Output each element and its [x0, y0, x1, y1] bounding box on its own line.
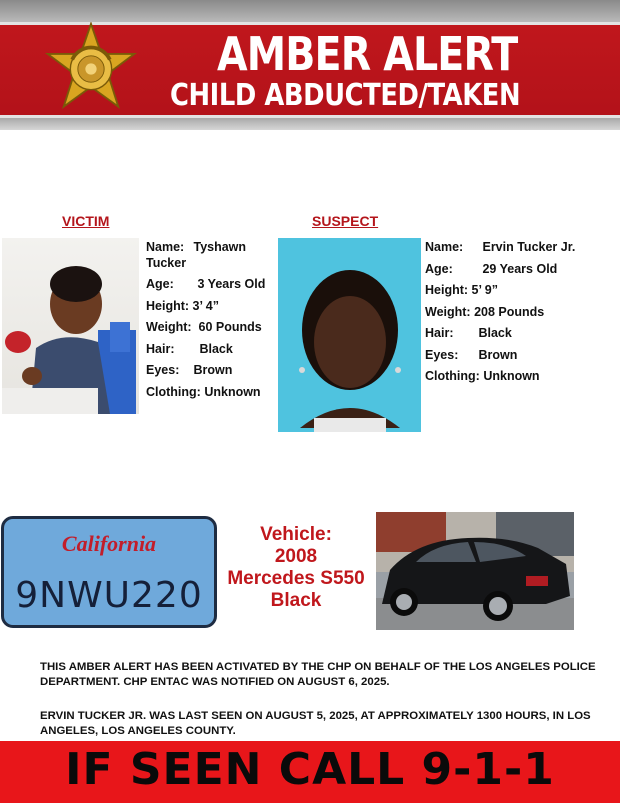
suspect-fact-row: [425, 302, 575, 324]
fact-value: Brown: [193, 363, 233, 377]
victim-photo: [2, 238, 139, 414]
vehicle-description: [218, 524, 374, 612]
victim-fact-row: [146, 296, 265, 318]
fact-value: 208 Pounds: [474, 304, 545, 319]
victim-section-label: VICTIM: [62, 213, 110, 229]
fact-label: Hair:: [146, 341, 175, 356]
fact-label: Hair:: [425, 326, 454, 340]
plate-number: 9NWU220: [15, 575, 203, 616]
fact-value: Brown: [478, 347, 518, 362]
victim-fact-row: [146, 360, 265, 382]
fact-value: Unknown: [483, 369, 540, 383]
fact-value: Unknown: [204, 384, 261, 399]
suspect-fact-row: [425, 237, 575, 259]
fact-value: Tucker: [146, 255, 187, 270]
activation-paragraph: THIS AMBER ALERT HAS BEEN ACTIVATED BY THE CHP ON BEHALF OF THE LOS ANGELES POLICE DEPARTMENT. CHP ENTAC WAS NOTIFIED ON AUGUST 6, 2025.: [40, 661, 596, 688]
suspect-facts: [425, 237, 575, 388]
fact-label: Weight:: [146, 320, 192, 334]
vehicle-color: Black: [270, 590, 322, 611]
call-911-text: IF SEEN CALL 9-1-1: [65, 744, 555, 795]
vehicle-model: Mercedes S550: [227, 568, 365, 589]
fact-value: 5’ 9”: [471, 283, 498, 297]
victim-fact-row: [146, 317, 265, 339]
fact-label: Name:: [146, 240, 185, 254]
suspect-fact-row: [425, 366, 575, 388]
fact-label: Eyes:: [146, 363, 180, 377]
page-subtitle: CHILD ABDUCTED/TAKEN: [170, 78, 521, 113]
fact-value: 3’ 4”: [192, 298, 219, 313]
victim-fact-row: [146, 339, 265, 361]
victim-facts: [146, 237, 265, 403]
suspect-section-label: SUSPECT: [312, 213, 379, 229]
fact-value: Ervin Tucker Jr.: [482, 240, 576, 254]
fact-value: 3 Years Old: [197, 277, 266, 291]
victim-fact-row: [146, 382, 265, 404]
fact-label: Height:: [146, 298, 190, 313]
chp-star-badge-icon: [44, 22, 138, 116]
suspect-photo: [278, 238, 421, 432]
vehicle-year: 2008: [274, 546, 318, 567]
fact-value: Black: [199, 341, 233, 356]
fact-label: Clothing:: [425, 369, 480, 383]
fact-value: Black: [478, 326, 512, 340]
fact-label: Clothing:: [146, 384, 201, 399]
last-seen-paragraph: ERVIN TUCKER JR. WAS LAST SEEN ON AUGUST 5, 2025, AT APPROXIMATELY 1300 HOURS, IN LOS ANGELES, LOS ANGELES COUNTY.: [40, 710, 591, 737]
license-plate: [1, 516, 217, 628]
fact-value: Tyshawn: [193, 240, 247, 254]
suspect-fact-row: [425, 259, 575, 281]
fact-label: Height:: [425, 283, 469, 297]
suspect-fact-row: [425, 323, 575, 345]
suspect-fact-row: [425, 345, 575, 367]
fact-label: Weight:: [425, 304, 471, 319]
fact-label: Eyes:: [425, 347, 459, 362]
vehicle-label: Vehicle:: [260, 524, 332, 545]
fact-value: 60 Pounds: [198, 320, 262, 334]
victim-fact-row: [146, 274, 265, 296]
fact-label: Age:: [146, 277, 174, 291]
header-bottom-band: [0, 118, 620, 130]
header-top-band: [0, 0, 620, 22]
suspect-fact-row: [425, 280, 575, 302]
page-title: AMBER ALERT: [216, 27, 518, 81]
plate-state: California: [61, 531, 157, 556]
fact-value: 29 Years Old: [482, 261, 558, 276]
fact-label: Name:: [425, 240, 464, 254]
vehicle-photo: [376, 512, 574, 630]
fact-label: Age:: [425, 261, 453, 276]
